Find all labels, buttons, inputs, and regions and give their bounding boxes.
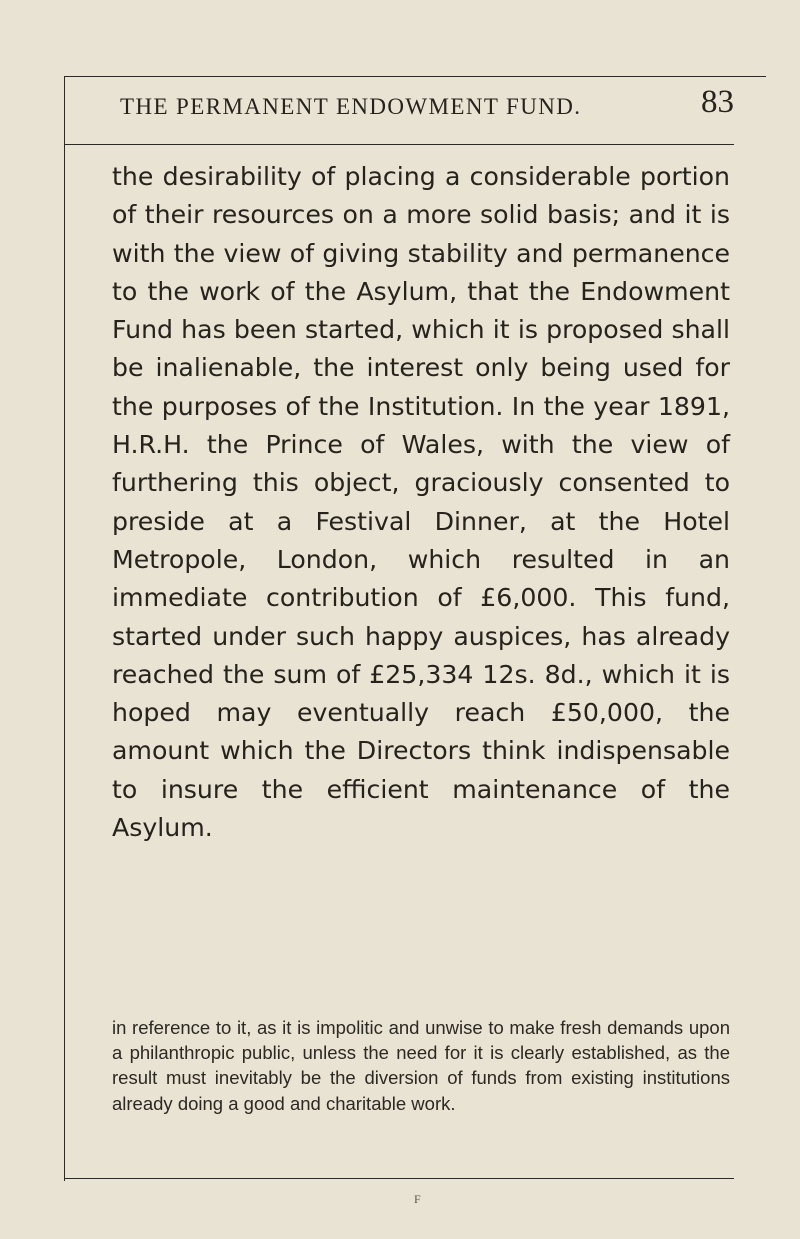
body-paragraph: the desirability of placing a considerable portion of their resources on a more solid basis; and it is with the view of giving stability and permanence to the work of the Asylum, that the Endowment Fund has been started, which it is proposed shall be inalienable, the interest only being used for the purposes of the Institution. In the year 1891, H.R.H. the Prince of Wales, with the view of furthering this object, graciously consented to preside at a Festival Dinner, at the Hotel Metropole, London, which resulted in an immediate contribution of £6,000. This fund, started under such happy auspices, has already reached the sum of £25,334 12s. 8d., which it is hoped may eventually reach £50,000, the amount which the Directors think indispensable to insure the efficient maintenance of the Asylum.: [112, 162, 730, 843]
running-title: THE PERMANENT ENDOWMENT FUND.: [120, 94, 582, 119]
header-rule: [64, 144, 734, 145]
frame-left-rule: [64, 76, 65, 1181]
page-number: 83: [701, 84, 734, 120]
running-head: [112, 84, 734, 130]
frame-top-rule: [64, 76, 766, 77]
bottom-rule: [64, 1178, 734, 1179]
note-paragraph: in reference to it, as it is impolitic and unwise to make fresh demands upon a philanthropic public, unless the need for it is clearly established, as the result must inevitably be the diversion of funds from existing institutions already doing a good and charitable work.: [112, 1017, 730, 1114]
signature-mark: F: [414, 1192, 421, 1206]
